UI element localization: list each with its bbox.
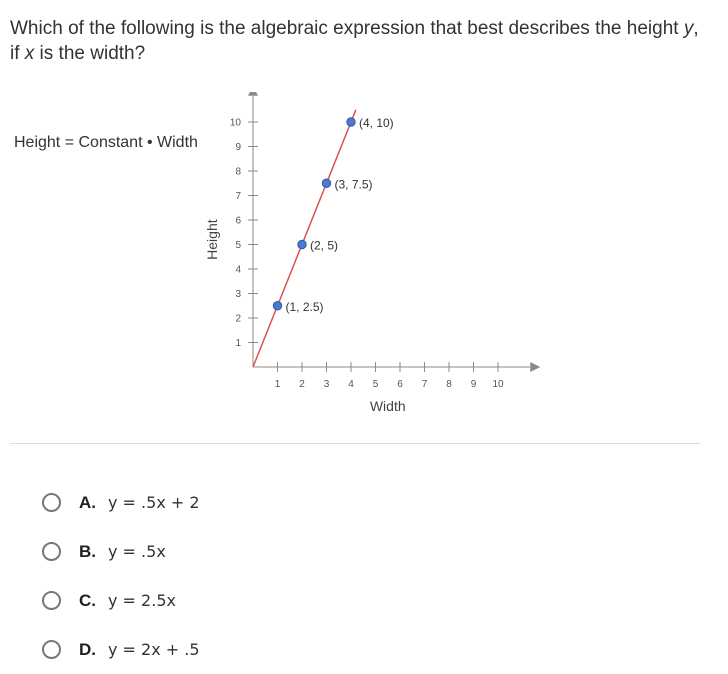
x-tick-label-5: 5: [372, 379, 379, 390]
y-tick-label-1: 1: [235, 338, 241, 349]
x-tick-label-8: 8: [446, 379, 452, 390]
x-tick-label-7: 7: [421, 379, 428, 390]
x-tick-label-1: 1: [274, 379, 281, 390]
data-point-3: [322, 179, 330, 187]
data-point-2: [298, 240, 306, 248]
data-point-label-1: (1, 2.5): [285, 299, 324, 314]
data-point-4: [347, 118, 355, 126]
data-point-label-4: (4, 10): [359, 116, 394, 130]
choice-b[interactable]: [42, 527, 200, 576]
divider: [10, 443, 700, 444]
choice-b-letter: B.: [79, 541, 96, 561]
x-tick-label-3: 3: [323, 379, 330, 390]
x-axis-arrow: [530, 362, 540, 372]
choice-d[interactable]: [42, 625, 200, 674]
y-tick-label-6: 6: [235, 215, 241, 227]
choice-a-expression: y = .5x + 2: [108, 493, 200, 512]
formula-label: Height = Constant • Width: [14, 134, 198, 151]
radio-c[interactable]: [42, 591, 61, 610]
question-part-3: is the width?: [34, 43, 146, 64]
y-tick-label-2: 2: [235, 313, 241, 325]
x-tick-label-10: 10: [492, 379, 504, 390]
question-var-x: x: [24, 43, 35, 64]
question-part-1: Which of the following is the algebraic expression that best describes the height: [10, 18, 684, 39]
choice-b-expression: y = .5x: [108, 542, 166, 561]
y-tick-label-4: 4: [235, 264, 241, 276]
y-axis-label: Height: [204, 219, 220, 260]
choice-c-expression: y = 2.5x: [108, 591, 176, 610]
choice-a-letter: A.: [79, 492, 96, 512]
x-tick-label-4: 4: [348, 379, 354, 390]
y-tick-label-5: 5: [235, 240, 241, 251]
y-axis-arrow: [248, 92, 258, 96]
data-point-label-3: (3, 7.5): [334, 177, 373, 192]
choice-c-letter: C.: [79, 590, 96, 610]
y-tick-label-9: 9: [235, 142, 241, 153]
y-tick-label-7: 7: [235, 191, 241, 202]
question-text: [10, 16, 700, 66]
radio-a[interactable]: [42, 493, 61, 512]
height-width-chart: [190, 92, 550, 427]
radio-b[interactable]: [42, 542, 61, 561]
x-tick-label-9: 9: [470, 379, 477, 390]
data-point-label-2: (2, 5): [310, 238, 339, 253]
choice-a[interactable]: [42, 478, 200, 527]
choice-d-letter: D.: [79, 639, 96, 659]
x-axis-label: Width: [369, 398, 406, 414]
x-tick-label-6: 6: [397, 379, 403, 390]
trend-line: [253, 110, 356, 367]
choice-d-expression: y = 2x + .5: [108, 640, 200, 659]
question-var-y: y: [683, 18, 694, 39]
question-part-2: , if: [10, 18, 699, 64]
choice-c[interactable]: [42, 576, 200, 625]
data-point-1: [273, 302, 281, 310]
answer-choices: [42, 478, 200, 674]
x-tick-label-2: 2: [299, 379, 305, 390]
y-tick-label-10: 10: [229, 117, 241, 129]
radio-d[interactable]: [42, 640, 61, 659]
y-tick-label-8: 8: [235, 166, 241, 178]
y-tick-label-3: 3: [235, 289, 241, 300]
